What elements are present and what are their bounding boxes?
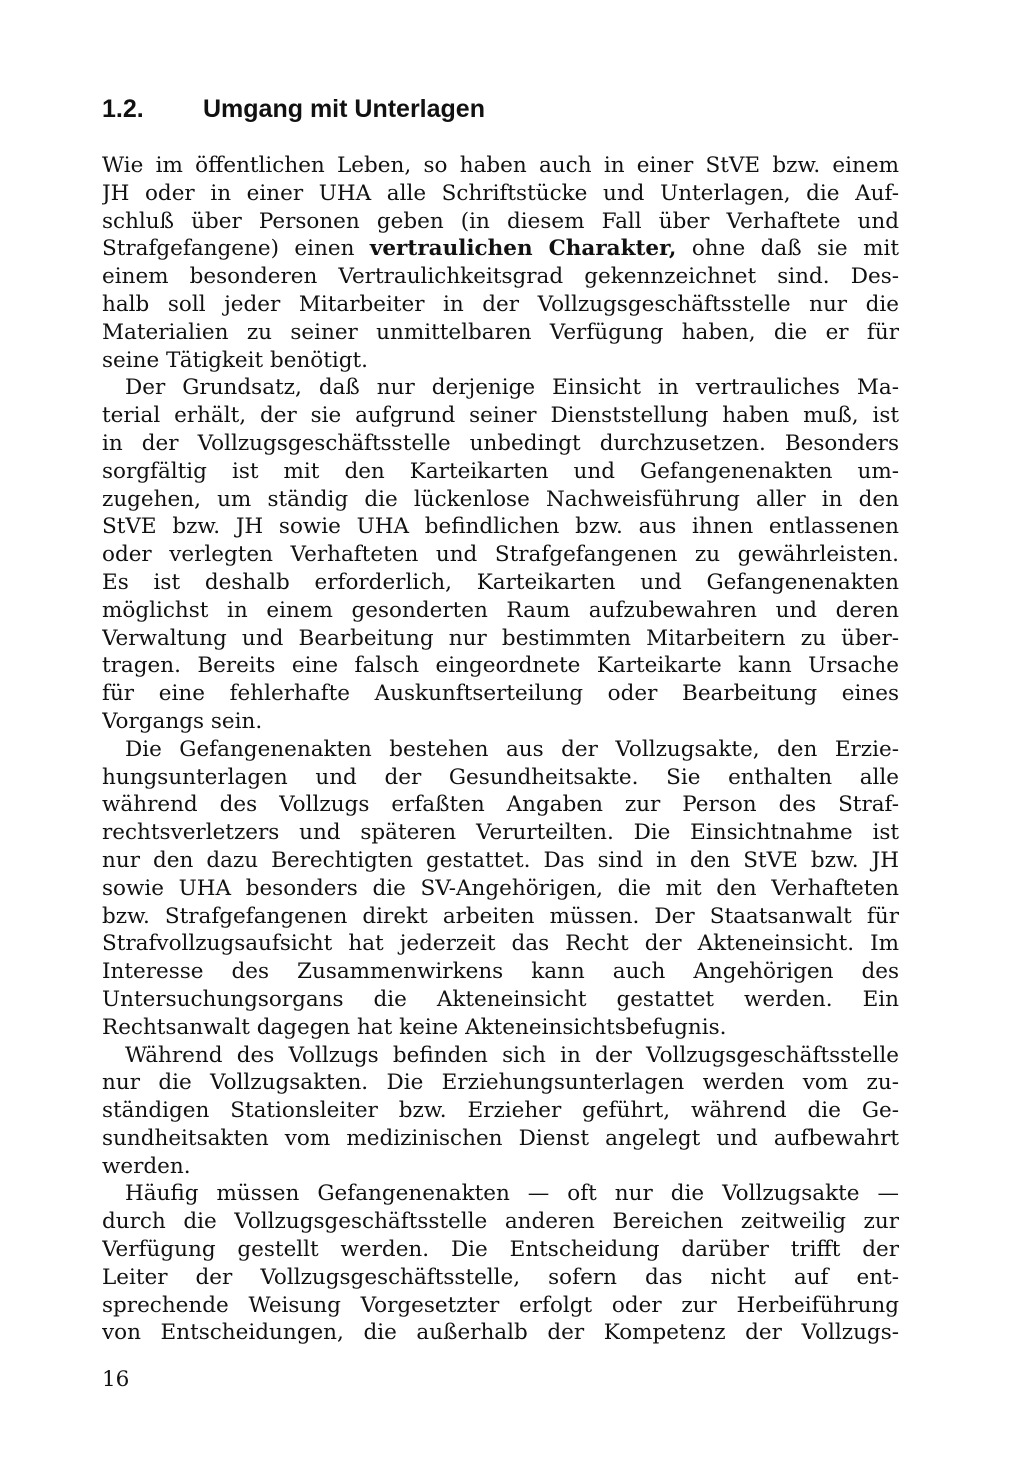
text-line: sprechende Weisung Vorgesetzter erfolgt oder zur Herbeiführung <box>102 1292 899 1318</box>
text-line: einem besonderen Vertraulichkeitsgrad gekennzeichnet sind. Des- <box>102 264 899 290</box>
text-line: bzw. Strafgefangenen direkt arbeiten müssen. Der Staatsanwalt für <box>102 903 899 929</box>
text-line: nur die Vollzugsakten. Die Erziehungsunterlagen werden vom zu- <box>102 1070 899 1096</box>
section-title: Umgang mit Unterlagen <box>203 95 485 123</box>
text-line: Verwaltung und Bearbeitung nur bestimmten Mitarbeitern zu über- <box>102 625 899 651</box>
page-number: 16 <box>102 1367 130 1392</box>
paragraph-3 <box>102 736 899 1042</box>
text-line: halb soll jeder Mitarbeiter in der Vollzugsgeschäftsstelle nur die <box>102 291 899 317</box>
text-line: durch die Vollzugsgeschäftsstelle anderen Bereichen zeitweilig zur <box>102 1209 899 1235</box>
text-line: terial erhält, der sie aufgrund seiner Dienststellung haben muß, ist <box>102 403 899 429</box>
text-line: sorgfältig ist mit den Karteikarten und Gefangenenakten um- <box>102 458 899 484</box>
text-line: Es ist deshalb erforderlich, Karteikarten und Gefangenenakten <box>102 569 899 595</box>
text-line: Vorgangs sein. <box>102 708 263 734</box>
text-line: JH oder in einer UHA alle Schriftstücke und Unterlagen, die Auf- <box>102 180 899 206</box>
document-page <box>102 92 899 1347</box>
paragraph-4 <box>102 1042 899 1181</box>
text-line: Materialien zu seiner unmittelbaren Verfügung haben, die er für <box>102 319 899 345</box>
text-line: werden. <box>102 1153 191 1179</box>
text-line: von Entscheidungen, die außerhalb der Kompetenz der Vollzugs- <box>102 1320 899 1346</box>
text-line: Häufig müssen Gefangenenakten — oft nur die Vollzugsakte — <box>125 1181 899 1207</box>
text-line: Strafvollzugsaufsicht hat jederzeit das Recht der Akteneinsicht. Im <box>102 931 899 957</box>
text-line: Interesse des Zusammenwirkens kann auch Angehörigen des <box>102 959 899 985</box>
text-line: möglichst in einem gesonderten Raum aufzubewahren und deren <box>102 597 899 623</box>
text-line: während des Vollzugs erfaßten Angaben zur Person des Straf- <box>102 792 899 818</box>
text-line: StVE bzw. JH sowie UHA befindlichen bzw. aus ihnen entlassenen <box>102 514 899 540</box>
paragraph-2 <box>102 374 899 735</box>
text-line: seine Tätigkeit benötigt. <box>102 347 368 373</box>
text-line: Rechtsanwalt dagegen hat keine Akteneinsichtsbefugnis. <box>102 1014 727 1040</box>
text-line: zugehen, um ständig die lückenlose Nachweisführung aller in den <box>102 486 899 512</box>
section-heading <box>102 92 899 126</box>
text-line: nur den dazu Berechtigten gestattet. Das sind in den StVE bzw. JH <box>102 847 899 873</box>
text-line: Der Grundsatz, daß nur derjenige Einsicht in vertrauliches Ma- <box>125 375 899 401</box>
text-line: sundheitsakten vom medizinischen Dienst angelegt und aufbewahrt <box>102 1125 899 1151</box>
text-line: Verfügung gestellt werden. Die Entscheidung darüber trifft der <box>102 1237 899 1263</box>
text-line: Die Gefangenenakten bestehen aus der Vollzugsakte, den Erzie- <box>125 736 899 762</box>
text-line: Wie im öffentlichen Leben, so haben auch in einer StVE bzw. einem <box>102 153 899 178</box>
text-line: rechtsverletzers und späteren Verurteilten. Die Einsichtnahme ist <box>102 820 899 846</box>
text-line: ständigen Stationsleiter bzw. Erzieher geführt, während die Ge- <box>102 1098 899 1124</box>
text-line-with-emphasis: Strafgefangene) einen vertraulichen Charakter, ohne daß sie mit <box>102 236 899 262</box>
text-line: Leiter der Vollzugsgeschäftsstelle, sofern das nicht auf ent- <box>102 1264 899 1290</box>
paragraph-1 <box>102 152 899 374</box>
text-line: für eine fehlerhafte Auskunftserteilung oder Bearbeitung eines <box>102 681 899 707</box>
text-line: Während des Vollzugs befinden sich in der Vollzugsgeschäftsstelle <box>125 1042 899 1068</box>
text-line: in der Vollzugsgeschäftsstelle unbedingt durchzusetzen. Besonders <box>102 430 899 456</box>
text-line: sowie UHA besonders die SV-Angehörigen, die mit den Verhafteten <box>102 875 899 901</box>
paragraph-5 <box>102 1180 899 1347</box>
text-line: hungsunterlagen und der Gesundheitsakte. Sie enthalten alle <box>102 764 899 790</box>
text-line: tragen. Bereits eine falsch eingeordnete Karteikarte kann Ursache <box>102 653 899 679</box>
text-line: Untersuchungsorgans die Akteneinsicht gestattet werden. Ein <box>102 986 899 1012</box>
emphasis-text: vertraulichen Charakter, <box>369 236 677 262</box>
section-number: 1.2. <box>102 95 144 123</box>
text-line: schluß über Personen geben (in diesem Fall über Verhaftete und <box>102 208 899 234</box>
text-line: oder verlegten Verhafteten und Strafgefangenen zu gewährleisten. <box>102 542 899 568</box>
